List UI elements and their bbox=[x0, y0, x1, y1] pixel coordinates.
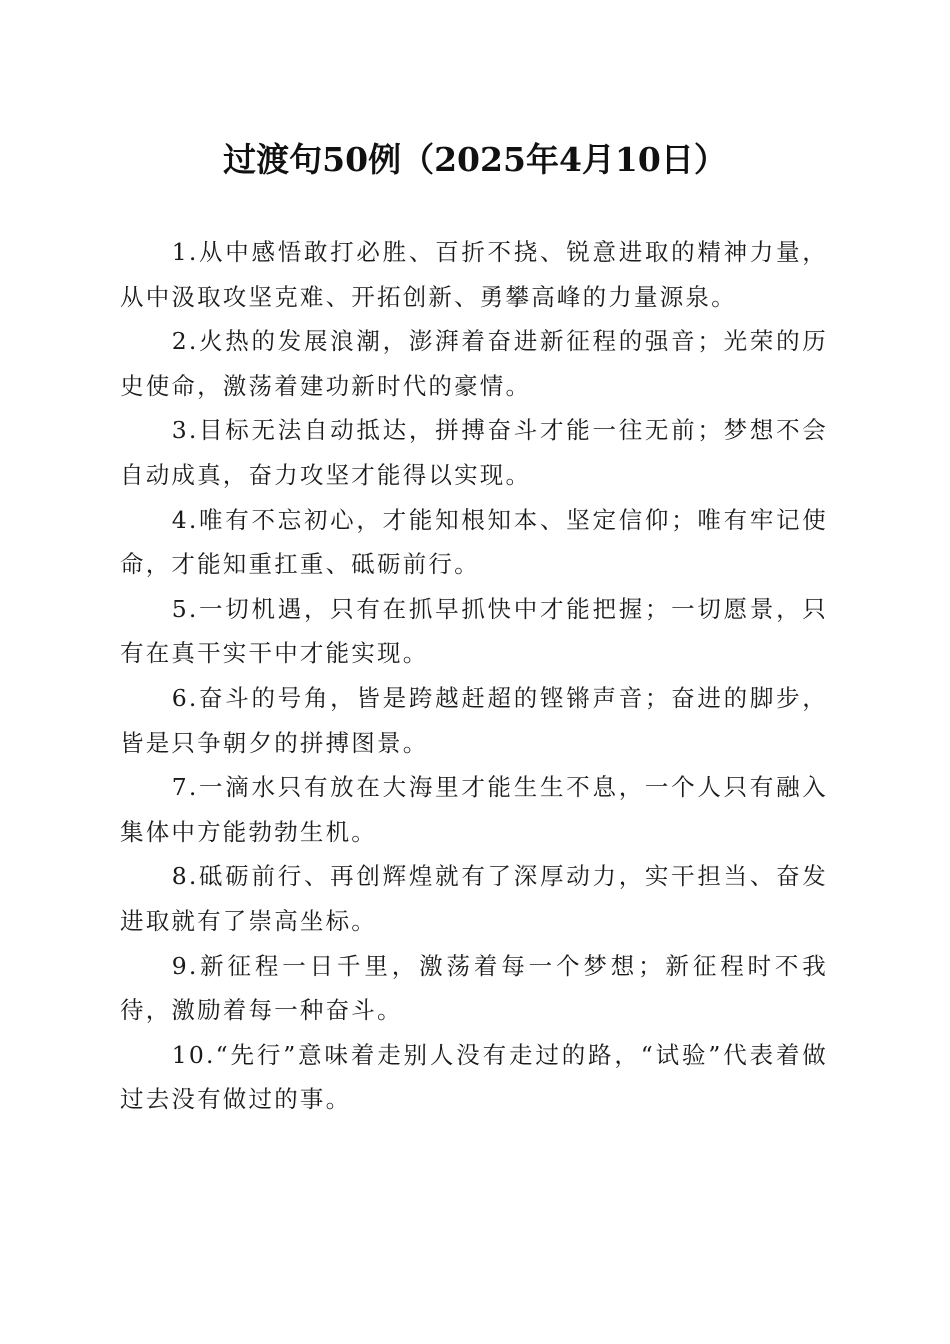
paragraph-4: 4.唯有不忘初心，才能知根知本、坚定信仰；唯有牢记使命，才能知重扛重、砥砺前行。 bbox=[120, 505, 828, 579]
paragraph-1: 1.从中感悟敢打必胜、百折不挠、锐意进取的精神力量，从中汲取攻坚克难、开拓创新、勇攀高峰的力量源泉。 bbox=[120, 238, 828, 311]
paragraph-7: 7.一滴水只有放在大海里才能生生不息，一个人只有融入集体中方能勃勃生机。 bbox=[120, 773, 828, 846]
paragraph-10: 10.“先行”意味着走别人没有走过的路，“试验”代表着做过去没有做过的事。 bbox=[120, 1040, 828, 1114]
paragraph-9: 9.新征程一日千里，激荡着每一个梦想；新征程时不我待，激励着每一种奋斗。 bbox=[120, 951, 828, 1025]
document-title: 过渡句50例（2025年4月10日） bbox=[223, 140, 727, 179]
paragraph-8: 8.砥砺前行、再创辉煌就有了深厚动力，实干担当、奋发进取就有了崇高坐标。 bbox=[120, 862, 828, 935]
paragraph-5: 5.一切机遇，只有在抓早抓快中才能把握；一切愿景，只有在真干实干中才能实现。 bbox=[120, 594, 828, 668]
paragraph-6: 6.奋斗的号角，皆是跨越赶超的铿锵声音；奋进的脚步，皆是只争朝夕的拼搏图景。 bbox=[120, 683, 828, 757]
paragraph-2: 2.火热的发展浪潮，澎湃着奋进新征程的强音；光荣的历史使命，激荡着建功新时代的豪情。 bbox=[120, 327, 828, 400]
paragraph-3: 3.目标无法自动抵达，拼搏奋斗才能一往无前；梦想不会自动成真，奋力攻坚才能得以实现。 bbox=[120, 416, 828, 489]
document-body bbox=[120, 230, 828, 1122]
